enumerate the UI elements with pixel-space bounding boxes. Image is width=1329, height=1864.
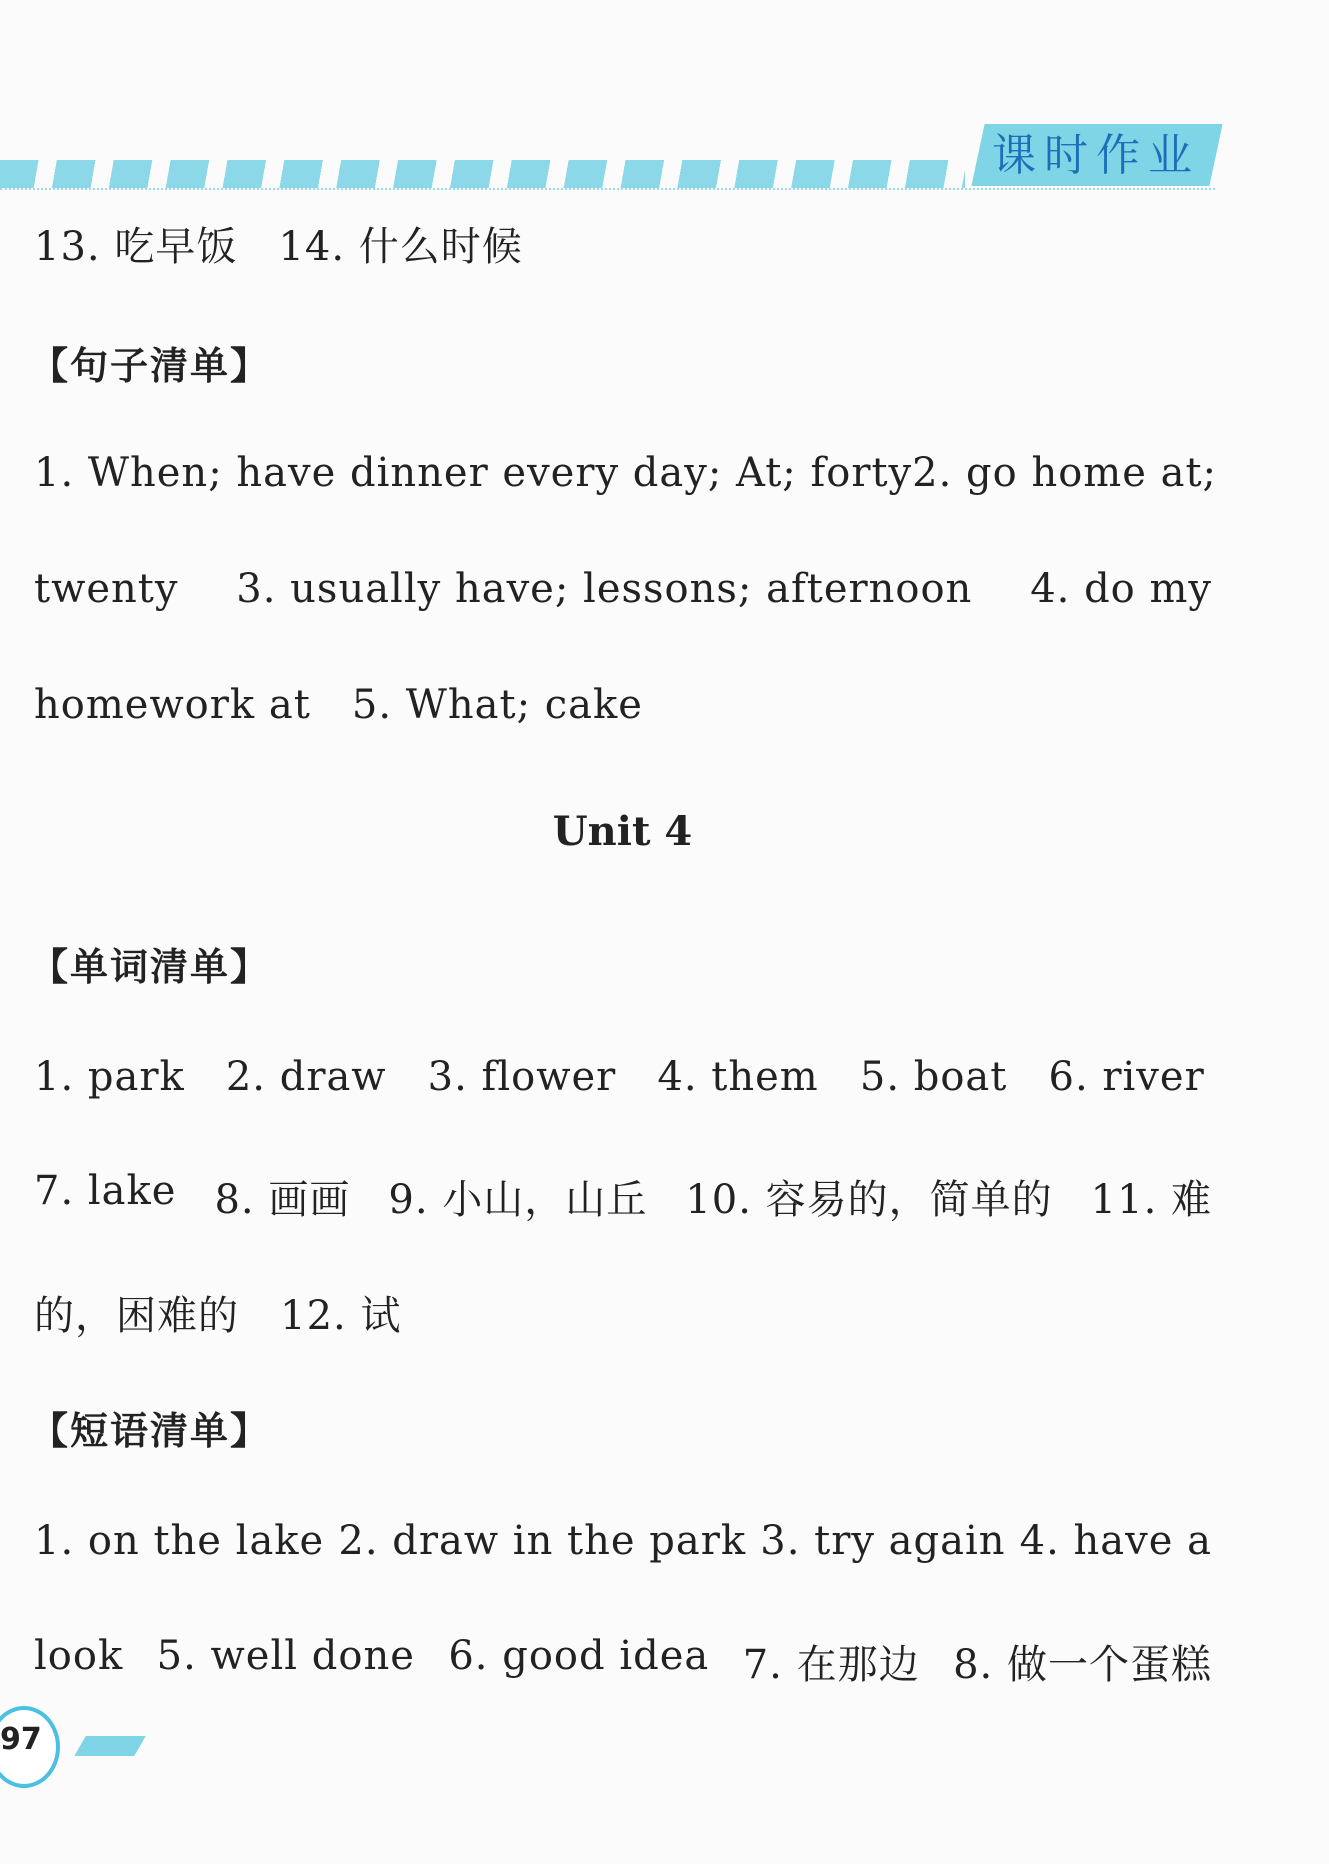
page-number: 97 [0, 1722, 42, 1757]
word-line-1: 1. park 2. draw 3. flower 4. them 5. boat 6. river [34, 1054, 1205, 1100]
phrase-line-2 [34, 1633, 1212, 1690]
phrase-item: 3. try again [760, 1518, 1006, 1564]
sentence-item: 4. do my [1030, 566, 1212, 612]
word-item: 10. 容易的，简单的 [685, 1177, 1053, 1223]
unit-title: Unit 4 [552, 808, 693, 855]
phrase-item: 6. good idea [448, 1633, 710, 1679]
sentence-item: 2. go home at; [912, 450, 1217, 496]
word-item: 11. 难 [1090, 1177, 1212, 1223]
header-stripe-band [0, 160, 965, 188]
footer-stripe [74, 1736, 146, 1756]
header-dotted-line [0, 188, 1215, 190]
phrase-item: 2. draw in the park [338, 1518, 747, 1564]
sentence-item: twenty [34, 566, 179, 612]
sentence-item: 1. When; have dinner every day; At; forty [34, 450, 913, 496]
sentence-item: 3. usually have; lessons; afternoon [236, 566, 973, 612]
word-item: 7. lake [34, 1168, 177, 1214]
word-line-2 [34, 1168, 1212, 1225]
phrase-item: look [34, 1633, 124, 1679]
section-heading-words: 【单词清单】 [30, 945, 271, 989]
phrase-item: 1. on the lake [34, 1518, 325, 1564]
word-item: 8. 画画 [214, 1177, 351, 1223]
vocab-line-13-14: 13. 吃早饭 14. 什么时候 [34, 224, 523, 270]
sentence-line-1 [34, 450, 1217, 496]
sentence-line-3: homework at 5. What; cake [34, 682, 643, 728]
header-title: 课时作业 [992, 130, 1200, 181]
phrase-item: 7. 在那边 [742, 1642, 920, 1688]
word-item: 9. 小山，山丘 [388, 1177, 648, 1223]
sentence-line-2 [34, 566, 1212, 612]
word-line-3: 的，困难的 12. 试 [34, 1293, 402, 1339]
section-heading-phrases: 【短语清单】 [30, 1409, 271, 1453]
phrase-line-1 [34, 1518, 1212, 1564]
phrase-item: 8. 做一个蛋糕 [953, 1642, 1212, 1688]
phrase-item: 5. well done [156, 1633, 415, 1679]
phrase-item: 4. have a [1019, 1518, 1212, 1564]
section-heading-sentences: 【句子清单】 [30, 344, 271, 388]
